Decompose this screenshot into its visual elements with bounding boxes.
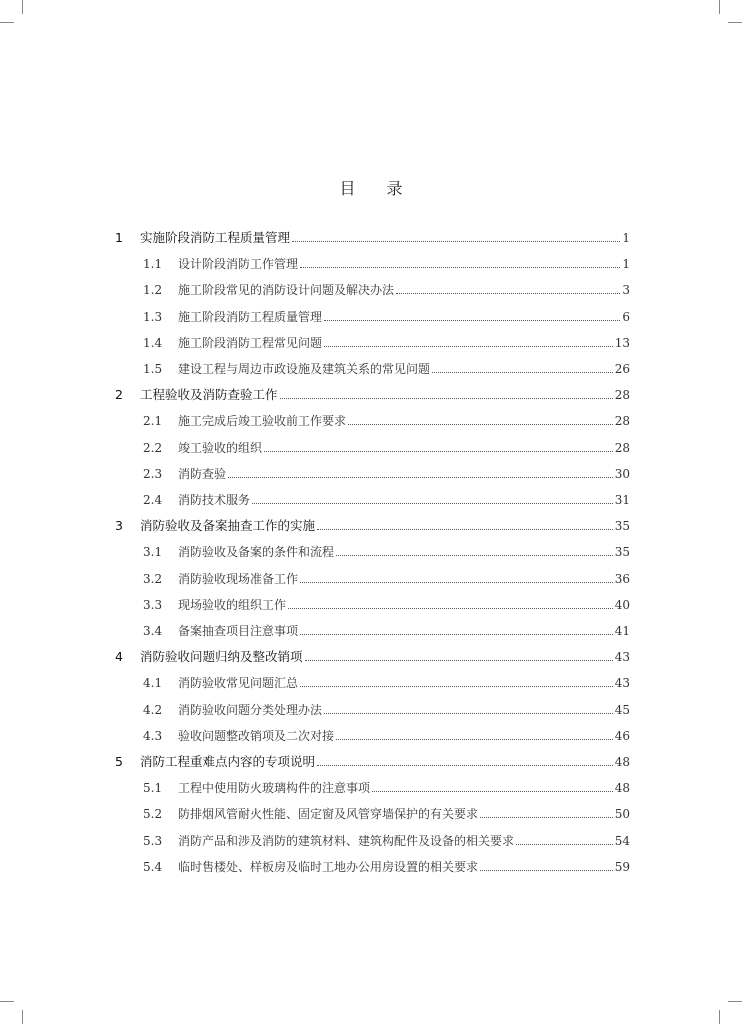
toc-entry-label: 施工阶段消防工程质量管理 <box>178 309 323 324</box>
toc-dot-leader <box>348 424 613 425</box>
toc-dot-leader <box>300 267 620 268</box>
toc-section-row[interactable] <box>143 359 630 379</box>
crop-mark-top-left <box>22 0 23 14</box>
toc-page-number: 59 <box>614 859 630 874</box>
toc-page-number: 28 <box>614 388 630 403</box>
toc-dot-leader <box>336 555 613 556</box>
toc-entry-number: 3.4 <box>143 624 163 638</box>
toc-page-number: 45 <box>614 702 630 717</box>
toc-dot-leader <box>300 582 613 583</box>
toc-entry-number: 4.3 <box>143 728 163 743</box>
toc-entry-number: 2.4 <box>143 493 163 507</box>
toc-section-row[interactable] <box>143 254 630 274</box>
toc-section-row[interactable] <box>143 804 630 824</box>
toc-dot-leader <box>288 608 613 609</box>
toc-dot-leader <box>252 503 613 504</box>
toc-entry-label: 设计阶段消防工作管理 <box>178 257 299 272</box>
toc-entry-label: 施工阶段常见的消防设计问题及解决办法 <box>178 283 395 298</box>
toc-page-number: 48 <box>614 755 630 769</box>
toc-entry-label: 施工完成后竣工验收前工作要求 <box>178 414 347 429</box>
toc-entry-label: 备案抽查项目注意事项 <box>178 624 299 638</box>
toc-entry-number: 2.3 <box>143 466 163 481</box>
toc-entry-label: 施工阶段消防工程常见问题 <box>178 335 323 350</box>
toc-page-number: 43 <box>614 650 630 665</box>
toc-section-row[interactable] <box>143 333 630 353</box>
toc-dot-leader <box>516 844 613 845</box>
toc-entry-number: 4 <box>115 649 123 665</box>
toc-page-number: 46 <box>614 728 630 743</box>
toc-section-row[interactable] <box>143 411 630 431</box>
crop-mark-top-right-h <box>728 22 742 23</box>
toc-entry-number: 1.3 <box>143 309 163 324</box>
crop-mark-bottom-right-h <box>728 1001 742 1002</box>
toc-entry-label: 消防验收常见问题汇总 <box>178 676 299 691</box>
toc-dot-leader <box>396 293 620 294</box>
toc-dot-leader <box>432 372 613 373</box>
toc-page-number: 48 <box>614 781 630 796</box>
toc-page-number: 13 <box>614 335 630 350</box>
toc-dot-leader <box>480 817 613 818</box>
toc-section-row[interactable] <box>143 831 630 851</box>
toc-entry-number: 1.4 <box>143 335 163 350</box>
toc-page-number: 50 <box>614 807 630 822</box>
toc-entry-number: 5.1 <box>143 781 163 796</box>
toc-entry-label: 消防查验 <box>178 466 227 481</box>
toc-entry-number: 1.5 <box>143 362 163 376</box>
toc-entry-label: 消防验收及备案的条件和流程 <box>178 545 335 560</box>
toc-entry-label: 现场验收的组织工作 <box>178 597 287 612</box>
toc-section-row[interactable] <box>143 438 630 458</box>
page-title: 目 录 <box>339 179 416 198</box>
toc-entry-number: 3 <box>115 518 123 534</box>
toc-section-row[interactable] <box>143 490 630 510</box>
toc-page-number: 35 <box>614 519 630 534</box>
toc-entry-number: 5 <box>115 754 123 769</box>
toc-page-number: 54 <box>614 833 630 848</box>
toc-page-number: 3 <box>622 283 630 298</box>
toc-entry-number: 4.2 <box>143 702 163 717</box>
toc-entry-label: 消防技术服务 <box>178 493 251 507</box>
toc-page-number: 26 <box>614 362 630 376</box>
toc-dot-leader <box>305 660 613 661</box>
toc-page-number: 35 <box>614 545 630 560</box>
toc-section-row[interactable] <box>143 726 630 746</box>
toc-page-number: 43 <box>614 676 630 691</box>
toc-section-row[interactable] <box>143 673 630 693</box>
toc-entry-label: 消防验收问题归纳及整改销项 <box>140 649 303 665</box>
toc-entry-number: 5.2 <box>143 807 163 822</box>
toc-entry-label: 临时售楼处、样板房及临时工地办公用房设置的相关要求 <box>178 859 479 874</box>
toc-entry-label: 验收问题整改销项及二次对接 <box>178 728 335 743</box>
toc-section-row[interactable] <box>143 857 630 877</box>
toc-entry-label: 竣工验收的组织 <box>178 440 263 455</box>
toc-entry-number: 1.2 <box>143 283 163 298</box>
crop-mark-bottom-right <box>719 1010 720 1024</box>
toc-page-number: 28 <box>614 440 630 455</box>
toc-section-row[interactable] <box>143 595 630 615</box>
toc-page-number: 40 <box>614 597 630 612</box>
toc-entry-number: 2.1 <box>143 414 163 429</box>
toc-dot-leader <box>228 477 613 478</box>
toc-dot-leader <box>317 765 613 766</box>
toc-page-number: 28 <box>614 414 630 429</box>
toc-entry-number: 3.3 <box>143 597 163 612</box>
toc-entry-label: 实施阶段消防工程质量管理 <box>140 230 291 245</box>
crop-mark-bottom-left-h <box>0 1001 14 1002</box>
toc-page-number: 30 <box>614 466 630 481</box>
toc-section-row[interactable] <box>143 280 630 300</box>
toc-dot-leader <box>324 346 613 347</box>
crop-mark-top-left-h <box>0 22 14 23</box>
toc-dot-leader <box>264 451 613 452</box>
toc-entry-number: 5.4 <box>143 859 163 874</box>
toc-entry-label: 消防工程重难点内容的专项说明 <box>140 754 316 769</box>
toc-page-number: 1 <box>622 257 630 272</box>
toc-entry-number: 4.1 <box>143 676 163 691</box>
toc-section-row[interactable] <box>143 778 630 798</box>
toc-dot-leader <box>480 870 613 871</box>
toc-entry-label: 消防验收及备案抽查工作的实施 <box>140 518 316 534</box>
toc-section-row[interactable] <box>143 307 630 327</box>
toc-entry-number: 3.1 <box>143 545 163 560</box>
toc-entry-label: 消防验收问题分类处理办法 <box>178 702 323 717</box>
toc-page-number: 31 <box>614 493 630 507</box>
toc-dot-leader <box>292 241 620 242</box>
toc-dot-leader <box>372 791 613 792</box>
toc-dot-leader <box>336 739 613 740</box>
toc-entry-number: 5.3 <box>143 833 163 848</box>
toc-page-number: 1 <box>622 231 630 245</box>
crop-mark-bottom-left <box>22 1010 23 1024</box>
toc-entry-number: 3.2 <box>143 571 163 586</box>
toc-section-row[interactable] <box>143 542 630 562</box>
toc-dot-leader <box>300 686 613 687</box>
toc-chapter-row[interactable] <box>115 228 630 248</box>
toc-entry-number: 2.2 <box>143 440 163 455</box>
toc-entry-number: 1 <box>115 230 123 245</box>
toc-entry-label: 建设工程与周边市政设施及建筑关系的常见问题 <box>178 362 431 376</box>
toc-dot-leader <box>300 634 613 635</box>
toc-dot-leader <box>324 320 620 321</box>
toc-section-row[interactable] <box>143 464 630 484</box>
toc-chapter-row[interactable] <box>115 385 630 405</box>
toc-entry-number: 2 <box>115 387 123 403</box>
toc-entry-label: 防排烟风管耐火性能、固定窗及风管穿墙保护的有关要求 <box>178 807 479 822</box>
toc-dot-leader <box>324 713 613 714</box>
toc-page-number: 41 <box>614 624 630 638</box>
toc-entry-label: 工程中使用防火玻璃构件的注意事项 <box>178 781 371 796</box>
toc-chapter-row[interactable] <box>115 752 630 772</box>
toc-page-number: 36 <box>614 571 630 586</box>
toc-section-row[interactable] <box>143 621 630 641</box>
toc-dot-leader <box>280 398 613 399</box>
crop-mark-top-right <box>719 0 720 14</box>
toc-entry-label: 工程验收及消防查验工作 <box>140 387 278 403</box>
toc-page-number: 6 <box>622 309 630 324</box>
toc-entry-number: 1.1 <box>143 257 163 272</box>
toc-section-row[interactable] <box>143 700 630 720</box>
toc-chapter-row[interactable] <box>115 647 630 667</box>
toc-dot-leader <box>317 529 613 530</box>
toc-entry-label: 消防产品和涉及消防的建筑材料、建筑构配件及设备的相关要求 <box>178 833 515 848</box>
toc-section-row[interactable] <box>143 569 630 589</box>
toc-entry-label: 消防验收现场准备工作 <box>178 571 299 586</box>
toc-chapter-row[interactable] <box>115 516 630 536</box>
